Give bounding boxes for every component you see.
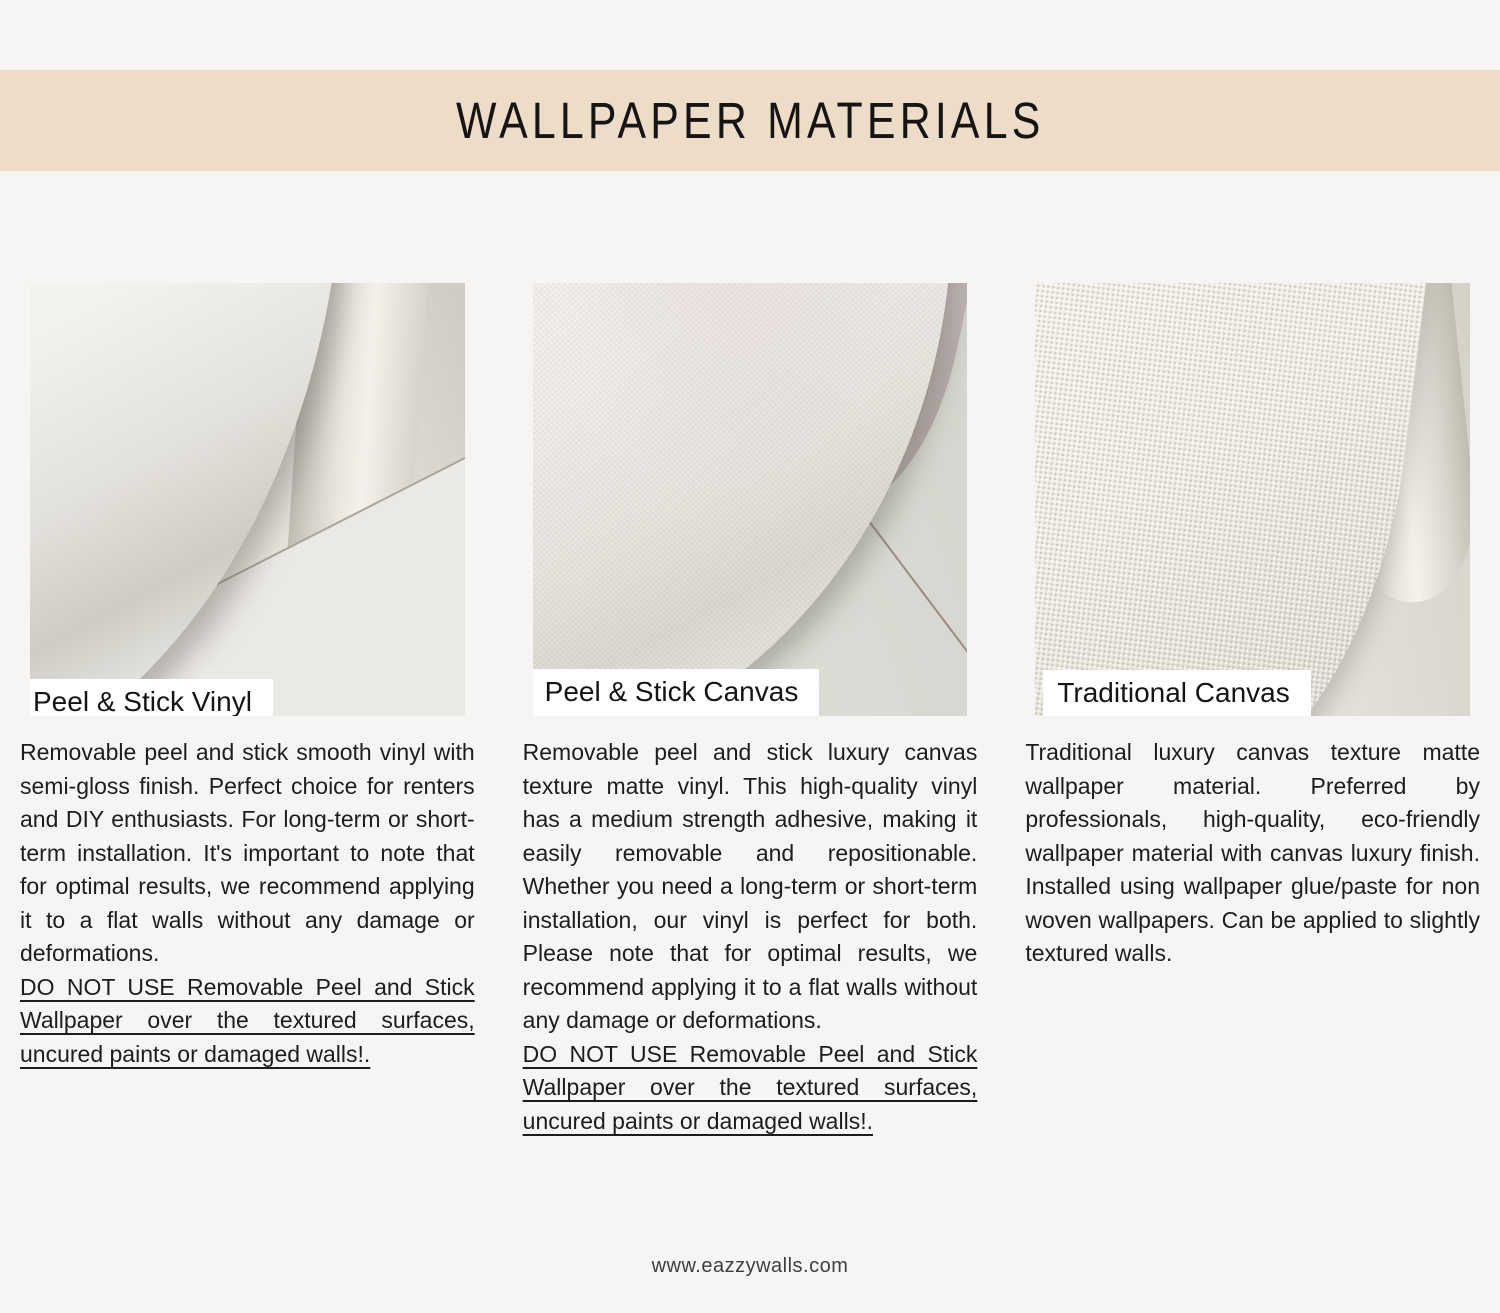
materials-grid (20, 283, 1480, 1138)
material-column-traditional (1025, 283, 1480, 1138)
traditional-canvas-sample-photo (1035, 283, 1470, 716)
photo-decor-layer (533, 283, 959, 716)
material-warning: DO NOT USE Removable Peel and Stick Wallpaper over the textured surfaces, uncured paints or damaged walls!. (20, 973, 475, 1067)
material-label: Peel & Stick Vinyl (30, 679, 273, 716)
material-column-ps-canvas (522, 283, 978, 1138)
material-description: Traditional luxury canvas texture matte wallpaper material. Preferred by professionals, high-quality, eco-friendly wallpaper material with canvas luxury finish. Installed using wallpaper glue/paste for non woven wallpapers. Can be applied to slightly textured walls. (1025, 739, 1480, 966)
site-url: www.eazzywalls.com (651, 1255, 849, 1277)
vinyl-sample-photo (30, 283, 465, 716)
material-label: Traditional Canvas (1043, 670, 1310, 716)
title-band (0, 70, 1500, 171)
material-column-vinyl (20, 283, 475, 1138)
material-warning: DO NOT USE Removable Peel and Stick Wallpaper over the textured surfaces, uncured paints or damaged walls!. (522, 1040, 978, 1134)
material-label: Peel & Stick Canvas (533, 669, 820, 716)
peel-stick-canvas-sample-photo (533, 283, 968, 716)
page-title: WALLPAPER MATERIALS (455, 92, 1045, 149)
material-description: Removable peel and stick smooth vinyl with semi-gloss finish. Perfect choice for renters and DIY enthusiasts. For long-term or short-term installation. It's important to note that for optimal results, we recommend applying it to a flat walls without any damage or deformations. (20, 739, 475, 966)
material-description: Removable peel and stick luxury canvas texture matte vinyl. This high-quality vinyl has a medium strength adhesive, making it easily removable and repositionable. Whether you need a long-term or short-term installation, our vinyl is perfect for both. Please note that for optimal results, we recommend applying it to a flat walls without any damage or deformations. (522, 739, 978, 1033)
photo-decor-layer (1035, 283, 1438, 716)
